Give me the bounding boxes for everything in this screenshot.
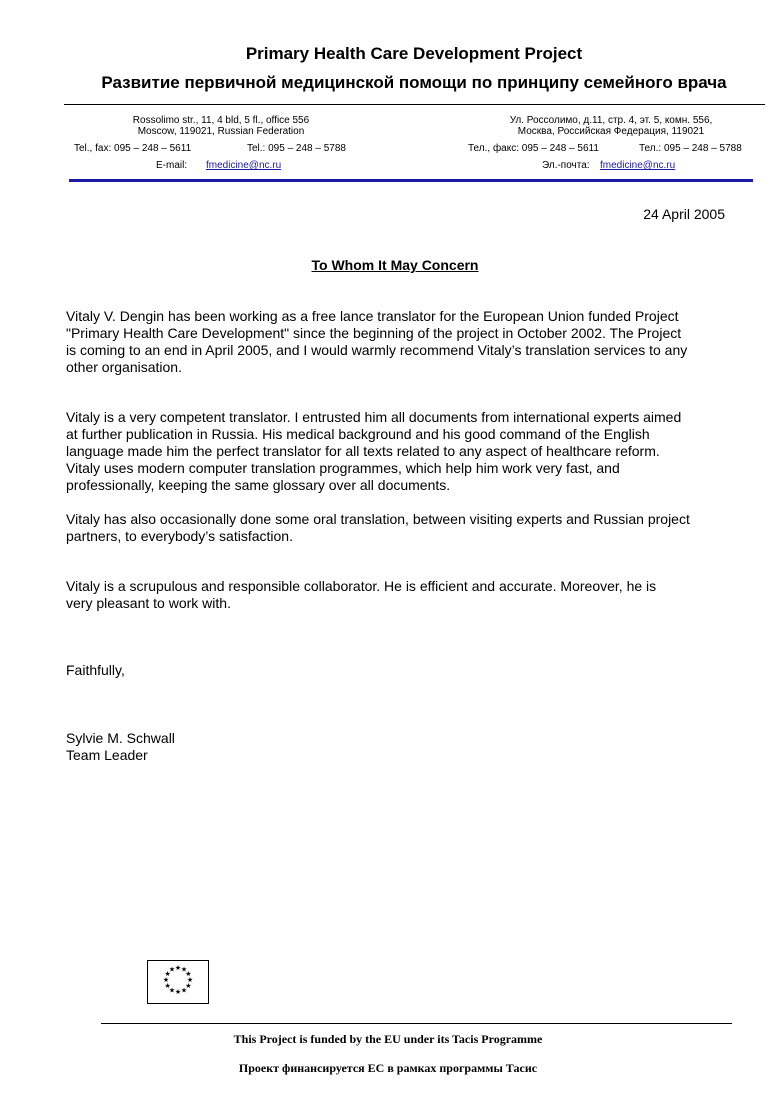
footer-line-en: This Project is funded by the EU under its Tacis Programme — [233, 1032, 543, 1046]
footer-divider — [101, 1023, 732, 1024]
footer-line-ru: Проект финансируется ЕС в рамках программы Тасис — [238, 1061, 538, 1075]
svg-text:★: ★ — [186, 976, 194, 984]
address-ru-line1: Ул. Россолимо, д.11, стр. 4, эт. 5, комн. 556, — [509, 115, 713, 126]
svg-text:★: ★ — [164, 970, 171, 978]
paragraph-4: Vitaly is a scrupulous and responsible collaborator. He is efficient and accurate. Moreover, he is very pleasant to work with. — [66, 578, 657, 611]
email-label-en: E-mail: — [156, 160, 188, 171]
email-link-en[interactable]: fmedicine@nc.ru — [206, 160, 282, 171]
eu-flag-icon — [147, 960, 209, 1004]
paragraph-3: Vitaly has also occasionally done some oral translation, between visiting experts and Russian project partners, to everybody’s satisfaction. — [66, 511, 690, 544]
telfax-en: Tel., fax: 095 – 248 – 5611 — [74, 143, 192, 154]
address-ru-line2: Москва, Российская Федерация, 119021 — [517, 126, 705, 137]
tel-en: Tel.: 095 – 248 – 5788 — [247, 143, 346, 154]
svg-text:★: ★ — [185, 982, 192, 990]
address-en-line2: Moscow, 119021, Russian Federation — [137, 126, 305, 137]
svg-text:★: ★ — [185, 970, 192, 978]
signer-name: Sylvie M. Schwall — [66, 730, 175, 746]
letter-date: 24 April 2005 — [643, 206, 725, 222]
signer-title: Team Leader — [66, 747, 148, 763]
letterhead-title-ru: Развитие первичной медицинской помощи по принципу семейного врача — [101, 73, 727, 92]
svg-text:★: ★ — [174, 964, 182, 972]
letterhead-blue-rule — [69, 179, 753, 182]
paragraph-2: Vitaly is a very competent translator. I entrusted him all documents from international experts aimed at further publication in Russia. His medical background and his good command of the English language made him the perfect translator for all texts related to any aspect of healthcare reform. Vitaly uses modern computer translation programmes, which help him work very fast, and professionally, keeping the same glossary over all documents. — [66, 409, 682, 493]
letter-closing: Faithfully, — [66, 662, 125, 678]
address-en-line1: Rossolimo str., 11, 4 bld, 5 fl., office 556 — [132, 115, 310, 126]
tel-ru: Тел.: 095 – 248 – 5788 — [639, 143, 742, 154]
svg-text:★: ★ — [164, 982, 171, 990]
telfax-ru: Тел., факс: 095 – 248 – 5611 — [468, 143, 599, 154]
letter-heading: To Whom It May Concern — [311, 257, 479, 273]
svg-text:★: ★ — [174, 988, 182, 996]
letterhead-title-en: Primary Health Care Development Project — [245, 44, 583, 63]
svg-text:★: ★ — [162, 976, 170, 984]
paragraph-1: Vitaly V. Dengin has been working as a free lance translator for the European Union funded Project "Primary Health Care Development" since the beginning of the project in October 2002. The Project is coming to an end in April 2005, and I would warmly recommend Vitaly’s translation services to any other organisation. — [66, 308, 688, 375]
letterhead-divider — [64, 104, 765, 105]
svg-text:★: ★ — [168, 986, 176, 995]
svg-text:★: ★ — [168, 965, 176, 974]
svg-text:★: ★ — [180, 986, 188, 995]
email-link-ru[interactable]: fmedicine@nc.ru — [600, 160, 676, 171]
email-label-ru: Эл.-почта: — [542, 160, 590, 171]
svg-text:★: ★ — [180, 965, 188, 974]
